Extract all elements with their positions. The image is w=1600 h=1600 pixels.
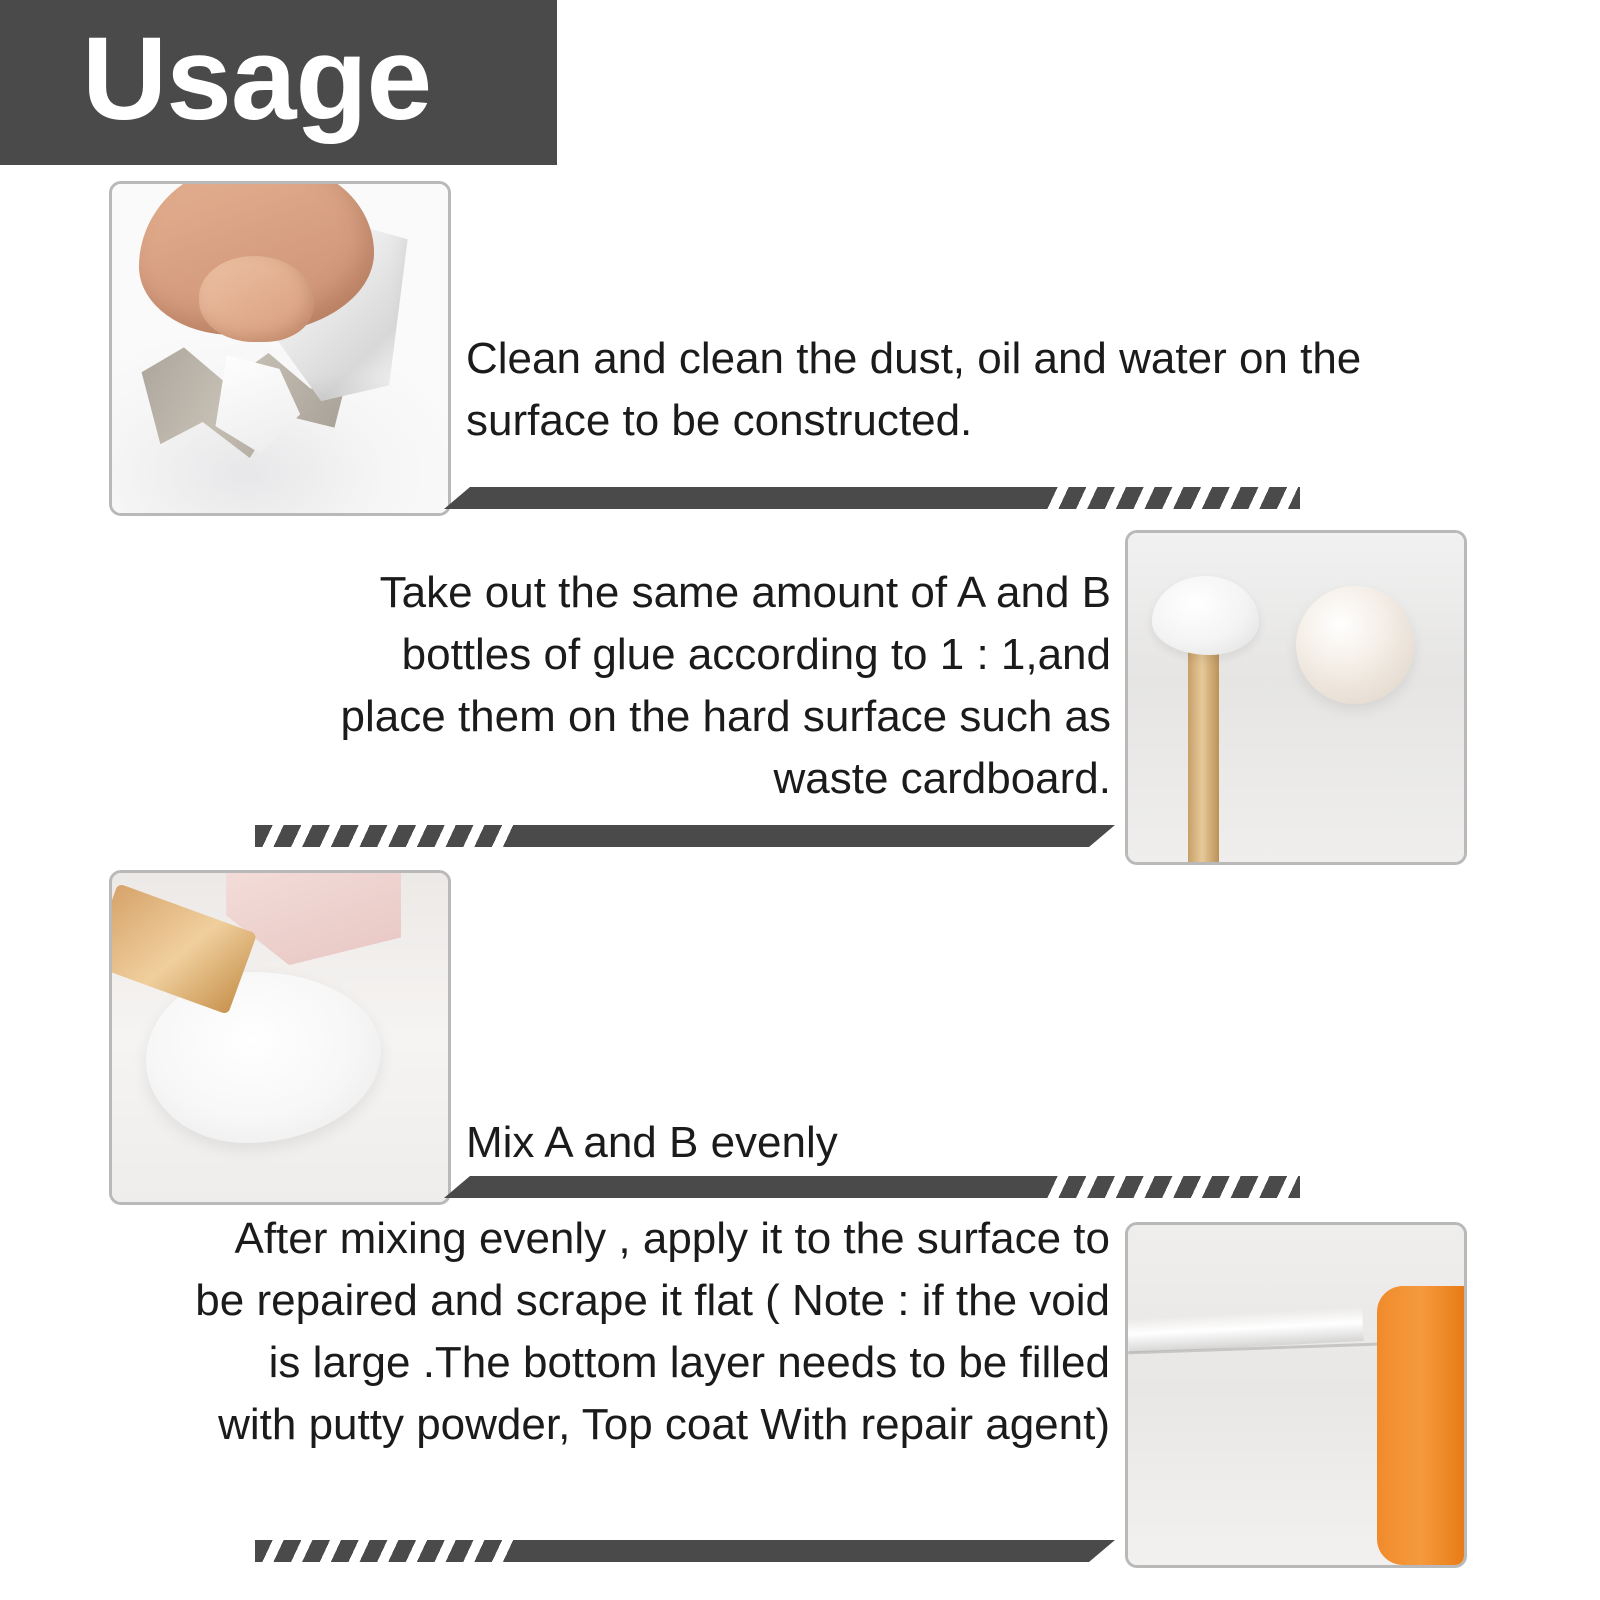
photo-glue-on-stick xyxy=(1125,530,1467,865)
separator-bar-3-stripes xyxy=(1040,1176,1300,1198)
photo2-glue-b xyxy=(1296,586,1414,704)
page-title: Usage xyxy=(82,13,432,145)
separator-bar-2 xyxy=(255,825,1115,847)
step-2-text: Take out the same amount of A and B bottles of glue according to 1 : 1,and place them on the hard surface such as waste cardboard. xyxy=(340,568,1111,803)
step-1-text: Clean and clean the dust, oil and water on the surface to be constructed. xyxy=(466,334,1362,445)
photo-mixing-paste xyxy=(109,870,451,1205)
photo2-wooden-stick xyxy=(1188,632,1218,865)
separator-bar-2-stripes xyxy=(255,825,515,847)
separator-bar-4 xyxy=(255,1540,1115,1562)
step-4-text: After mixing evenly , apply it to the surface to be repaired and scrape it flat ( Note : if the void is large .The bottom layer needs to be filled with putty powder, Top coat With repair agent) xyxy=(195,1214,1110,1449)
photo4-orange-scraper xyxy=(1377,1286,1464,1565)
separator-bar-4-stripes xyxy=(255,1540,515,1562)
separator-bar-3 xyxy=(444,1176,1300,1198)
separator-bar-1-stripes xyxy=(1040,487,1300,509)
photo1-finger xyxy=(199,256,313,342)
separator-bar-1 xyxy=(444,487,1300,509)
photo-scraping-wall xyxy=(1125,1222,1467,1568)
step-3-text: Mix A and B evenly xyxy=(466,1118,838,1167)
photo-cleaning-surface xyxy=(109,181,451,516)
